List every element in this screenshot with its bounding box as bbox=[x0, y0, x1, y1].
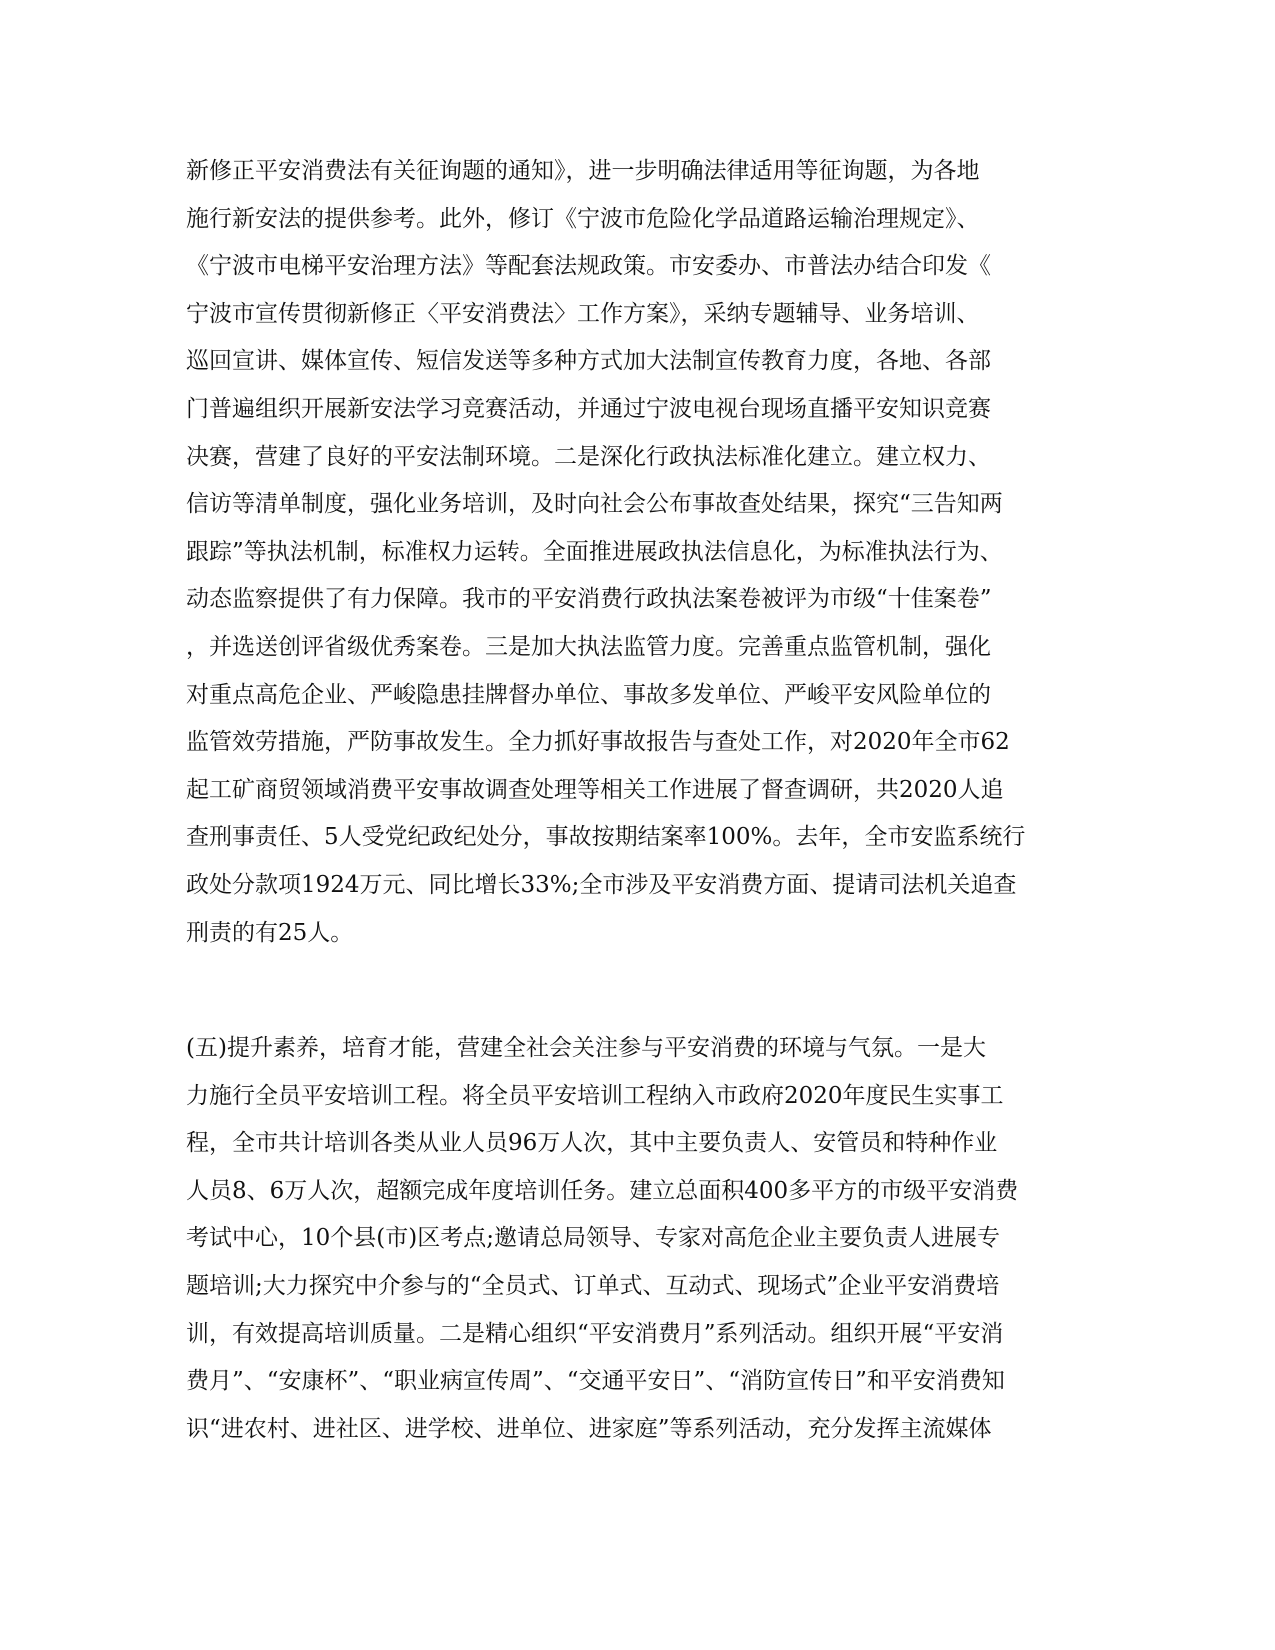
paragraph-2-line: 力施行全员平安培训工程。将全员平安培训工程纳入市政府2020年度民生实事工 bbox=[186, 1082, 1004, 1109]
paragraph-1-line: 监管效劳措施，严防事故发生。全力抓好事故报告与查处工作，对2020年全市62 bbox=[186, 729, 1010, 756]
paragraph-2-line: 费月”、“安康杯”、“职业病宣传周”、“交通平安日”、“消防宣传日”和平安消费知 bbox=[186, 1368, 1005, 1395]
paragraph-1-line: 信访等清单制度，强化业务培训，及时向社会公布事故查处结果，探究“三告知两 bbox=[186, 491, 1003, 518]
paragraph-1-line: 巡回宣讲、媒体宣传、短信发送等多种方式加大法制宣传教育力度，各地、各部 bbox=[186, 348, 991, 375]
paragraph-1-line: 起工矿商贸领域消费平安事故调查处理等相关工作进展了督查调研，共2020人追 bbox=[186, 776, 1004, 803]
paragraph-1-line: 宁波市宣传贯彻新修正〈平安消费法〉工作方案》，采纳专题辅导、业务培训、 bbox=[186, 300, 980, 327]
paragraph-1-line: ，并选送创评省级优秀案卷。三是加大执法监管力度。完善重点监管机制，强化 bbox=[186, 633, 991, 660]
paragraph-1-line: 《宁波市电梯平安治理方法》等配套法规政策。市安委办、市普法办结合印发《 bbox=[186, 253, 991, 280]
paragraph-1-line: 门普遍组织开展新安法学习竞赛活动，并通过宁波电视台现场直播平安知识竞赛 bbox=[186, 395, 991, 422]
paragraph-1-line: 施行新安法的提供参考。此外，修订《宁波市危险化学品道路运输治理规定》、 bbox=[186, 205, 980, 232]
paragraph-1-line: 跟踪”等执法机制，标准权力运转。全面推进展政执法信息化，为标准执法行为、 bbox=[186, 538, 1003, 565]
paragraph-1 bbox=[186, 148, 1066, 957]
paragraph-1-line: 政处分款项1924万元、同比增长33%;全市涉及平安消费方面、提请司法机关追查 bbox=[186, 871, 1017, 898]
paragraph-2-line: 程，全市共计培训各类从业人员96万人次，其中主要负责人、安管员和特种作业 bbox=[186, 1130, 998, 1157]
paragraph-1-line: 查刑事责任、5人受党纪政纪处分，事故按期结案率100%。去年，全市安监系统行 bbox=[186, 824, 1026, 851]
paragraph-1-line: 决赛，营建了良好的平安法制环境。二是深化行政执法标准化建立。建立权力、 bbox=[186, 443, 991, 470]
paragraph-2-line: 训，有效提高培训质量。二是精心组织“平安消费月”系列活动。组织开展“平安消 bbox=[186, 1320, 1004, 1347]
paragraph-2-line: 题培训;大力探究中介参与的“全员式、订单式、互动式、现场式”企业平安消费培 bbox=[186, 1272, 1000, 1299]
paragraph-2-line: 识“进农村、进社区、进学校、进单位、进家庭”等系列活动，充分发挥主流媒体 bbox=[186, 1415, 992, 1442]
paragraph-2-line: (五)提升素养，培育才能，营建全社会关注参与平安消费的环境与气氛。一是大 bbox=[186, 1035, 986, 1061]
paragraph-1-line: 对重点高危企业、严峻隐患挂牌督办单位、事故多发单位、严峻平安风险单位的 bbox=[186, 681, 991, 708]
paragraph-1-line: 刑责的有25人。 bbox=[186, 919, 354, 946]
paragraph-2-line: 人员8、6万人次，超额完成年度培训任务。建立总面积400多平方的市级平安消费 bbox=[186, 1177, 1019, 1204]
paragraph-1-line: 新修正平安消费法有关征询题的通知》，进一步明确法律适用等征询题，为各地 bbox=[186, 158, 980, 184]
paragraph-1-line: 动态监察提供了有力保障。我市的平安消费行政执法案卷被评为市级“十佳案卷” bbox=[186, 586, 992, 613]
paragraph-2-line: 考试中心，10个县(市)区考点;邀请总局领导、专家对高危企业主要负责人进展专 bbox=[186, 1225, 1000, 1252]
paragraph-2 bbox=[186, 1025, 1066, 1453]
